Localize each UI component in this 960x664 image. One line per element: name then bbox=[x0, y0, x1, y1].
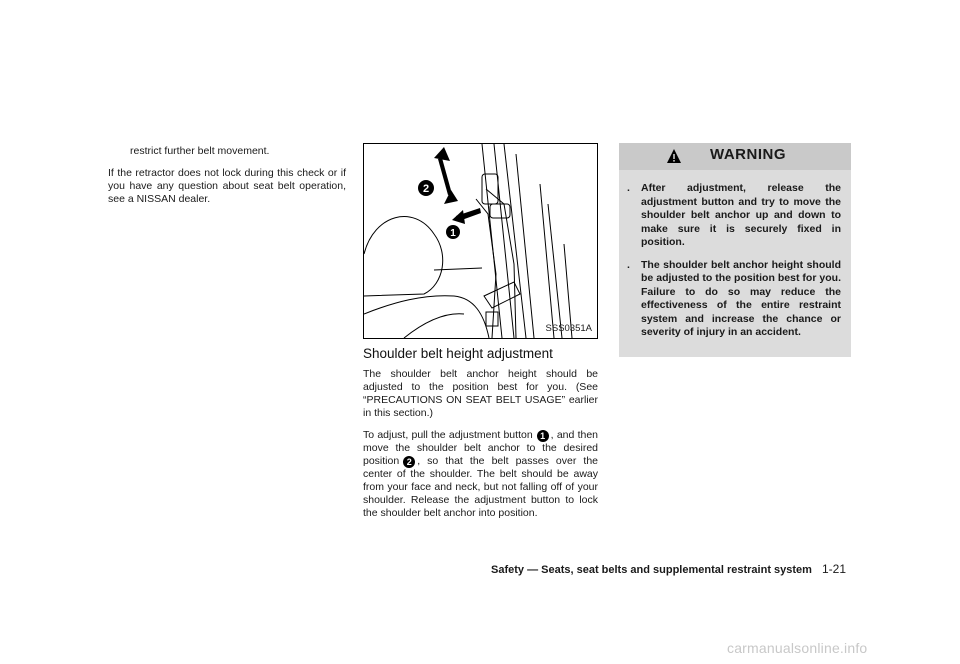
watermark: carmanualsonline.info bbox=[727, 640, 868, 656]
warning-header bbox=[619, 143, 851, 170]
page-footer bbox=[491, 562, 846, 576]
seat-belt-figure bbox=[363, 143, 598, 339]
figure-code: SSS0351A bbox=[545, 323, 592, 334]
callout-2: 2 bbox=[422, 183, 430, 195]
middle-column bbox=[363, 143, 598, 529]
callout-1-inline: 1 bbox=[537, 430, 549, 442]
warning-icon bbox=[666, 148, 682, 164]
callout-2-inline: 2 bbox=[403, 456, 415, 468]
right-column bbox=[619, 143, 851, 357]
paragraph: To adjust, pull the adjustment button 1 , and then move the shoulder belt anchor to the desired position 2 , so that the belt passes over the center of the shoulder. The belt should be away from your face and neck, but not falling off of your shoulder. Release the adjustment button to lock the shoulder belt anchor into position. bbox=[363, 429, 598, 519]
page-number: 1-21 bbox=[821, 562, 846, 576]
warning-title: WARNING bbox=[710, 146, 786, 163]
warning-box bbox=[619, 143, 851, 357]
callout-1: 1 bbox=[450, 228, 456, 239]
paragraph: restrict further belt movement. bbox=[130, 145, 270, 157]
left-column bbox=[108, 145, 346, 215]
paragraph: If the retractor does not lock during this check or if you have any question about seat belt operation, see a NISSAN dealer. bbox=[108, 167, 346, 205]
footer-title: Safety — Seats, seat belts and supplemental restraint system bbox=[491, 564, 812, 576]
warning-item: . After adjustment, release the adjustment button and try to move the shoulder belt anchor up and down to make sure it is securely fixed in position. bbox=[627, 182, 841, 248]
seat-belt-illustration bbox=[364, 144, 597, 338]
warning-item: . The shoulder belt anchor height should be adjusted to the position best for you. Failure to do so may reduce the effectiveness of the entire restraint system and increase the chance or severity of injury in an accident. bbox=[627, 258, 841, 338]
section-heading: Shoulder belt height adjustment bbox=[363, 346, 553, 361]
paragraph: The shoulder belt anchor height should be adjusted to the position best for you. (See “PRECAUTIONS ON SEAT BELT USAGE” earlier in this section.) bbox=[363, 368, 598, 419]
